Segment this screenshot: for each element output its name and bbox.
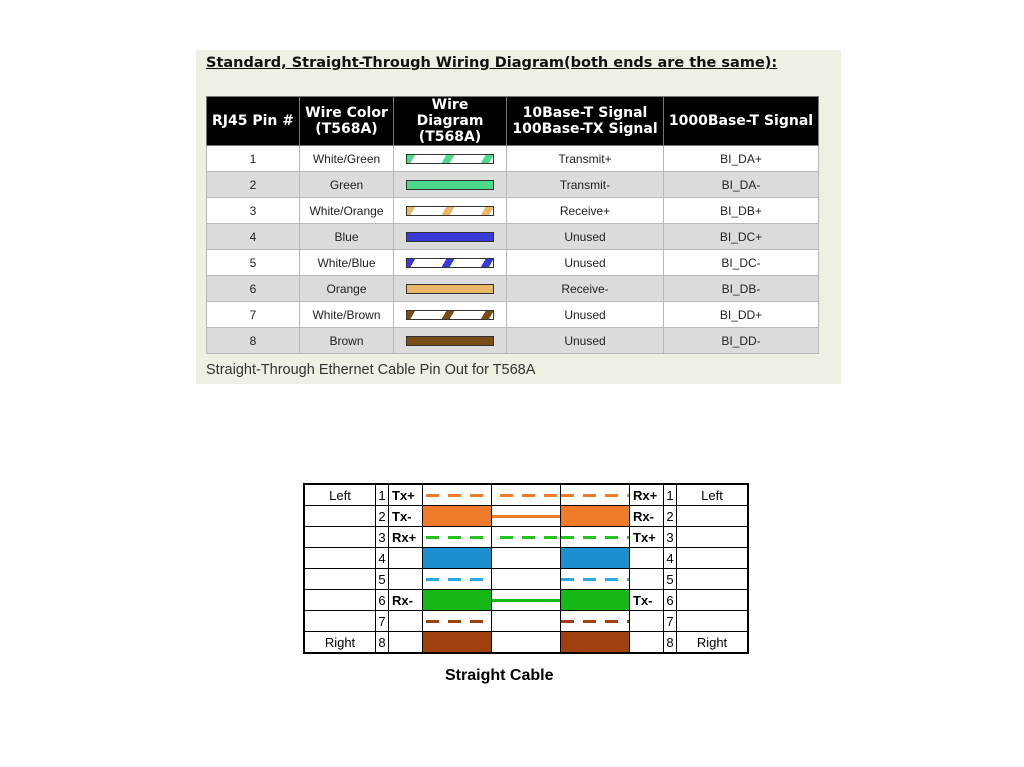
signal-10base-cell: Unused — [507, 302, 664, 328]
signal-10base-cell: Transmit+ — [507, 146, 664, 172]
pinout-row — [207, 146, 819, 172]
pin-cell: 3 — [207, 198, 300, 224]
wire-segment — [426, 578, 491, 581]
wire-segment — [492, 599, 560, 602]
right-connector-wire — [561, 548, 630, 569]
signal-1000base-cell: BI_DC- — [664, 250, 819, 276]
wire-diagram-cell — [394, 224, 507, 250]
left-connector-wire — [423, 569, 492, 590]
cable-wire — [492, 611, 561, 632]
wire-segment — [492, 515, 560, 518]
right-signal: Tx- — [630, 590, 664, 611]
left-signal — [389, 548, 423, 569]
pin-cell: 6 — [207, 276, 300, 302]
wire-diagram-cell — [394, 302, 507, 328]
cable-row — [304, 506, 748, 527]
signal-10base-cell: Unused — [507, 328, 664, 354]
wire-diagram-cell — [394, 250, 507, 276]
cable-wire — [492, 527, 561, 548]
cable-row — [304, 590, 748, 611]
header-1000base-signal: 1000Base-T Signal — [664, 97, 819, 146]
wire-color-cell: Green — [300, 172, 394, 198]
signal-10base-cell: Unused — [507, 250, 664, 276]
right-pin-number: 8 — [664, 632, 677, 654]
cable-row — [304, 569, 748, 590]
right-signal — [630, 611, 664, 632]
right-pin-number: 4 — [664, 548, 677, 569]
right-side-label — [677, 611, 749, 632]
left-side-label: Right — [304, 632, 376, 654]
left-pin-number: 4 — [376, 548, 389, 569]
left-side-label — [304, 548, 376, 569]
pinout-header-row — [207, 97, 819, 146]
signal-1000base-cell: BI_DA+ — [664, 146, 819, 172]
right-connector-wire — [561, 632, 630, 654]
right-signal — [630, 569, 664, 590]
wire-diagram-cell — [394, 198, 507, 224]
wire-segment — [561, 590, 629, 610]
signal-10base-cell: Receive- — [507, 276, 664, 302]
right-signal: Tx+ — [630, 527, 664, 548]
right-side-label: Left — [677, 484, 749, 506]
cable-wire — [492, 569, 561, 590]
signal-1000base-cell: BI_DC+ — [664, 224, 819, 250]
wire-diagram-cell — [394, 328, 507, 354]
signal-1000base-cell: BI_DB- — [664, 276, 819, 302]
cable-wire — [492, 632, 561, 654]
right-connector-wire — [561, 484, 630, 506]
pin-cell: 1 — [207, 146, 300, 172]
pinout-row — [207, 328, 819, 354]
wire-segment — [561, 548, 629, 568]
wire-segment — [561, 578, 629, 581]
left-side-label — [304, 611, 376, 632]
wire-segment — [423, 590, 491, 610]
pin-cell: 7 — [207, 302, 300, 328]
left-pin-number: 8 — [376, 632, 389, 654]
signal-1000base-cell: BI_DD+ — [664, 302, 819, 328]
right-connector-wire — [561, 569, 630, 590]
left-pin-number: 5 — [376, 569, 389, 590]
right-side-label — [677, 569, 749, 590]
right-side-label — [677, 506, 749, 527]
right-connector-wire — [561, 590, 630, 611]
wire-diagram-cell — [394, 146, 507, 172]
right-pin-number: 7 — [664, 611, 677, 632]
left-side-label: Left — [304, 484, 376, 506]
left-pin-number: 1 — [376, 484, 389, 506]
left-signal: Rx+ — [389, 527, 423, 548]
signal-1000base-cell: BI_DA- — [664, 172, 819, 198]
pinout-row — [207, 302, 819, 328]
right-pin-number: 6 — [664, 590, 677, 611]
pinout-caption: Straight-Through Ethernet Cable Pin Out for T568A — [206, 362, 536, 378]
cable-wire — [492, 484, 561, 506]
left-connector-wire — [423, 632, 492, 654]
right-pin-number: 1 — [664, 484, 677, 506]
straight-cable-diagram — [303, 483, 749, 654]
left-pin-number: 3 — [376, 527, 389, 548]
right-connector-wire — [561, 527, 630, 548]
wire-swatch — [406, 258, 494, 268]
pinout-row — [207, 172, 819, 198]
wire-segment — [561, 620, 629, 623]
pin-cell: 8 — [207, 328, 300, 354]
wire-swatch — [406, 336, 494, 346]
left-pin-number: 2 — [376, 506, 389, 527]
cable-row — [304, 611, 748, 632]
wire-segment — [423, 548, 491, 568]
wire-segment — [426, 494, 491, 497]
right-side-label: Right — [677, 632, 749, 654]
wire-color-cell: White/Green — [300, 146, 394, 172]
pinout-panel — [196, 50, 841, 384]
pinout-row — [207, 224, 819, 250]
wire-swatch — [406, 310, 494, 320]
right-connector-wire — [561, 506, 630, 527]
wire-segment — [426, 620, 491, 623]
pin-cell: 4 — [207, 224, 300, 250]
pin-cell: 2 — [207, 172, 300, 198]
right-connector-wire — [561, 611, 630, 632]
left-connector-wire — [423, 611, 492, 632]
wire-color-cell: Blue — [300, 224, 394, 250]
pin-cell: 5 — [207, 250, 300, 276]
wire-segment — [561, 632, 629, 652]
header-wire-color: Wire Color (T568A) — [300, 97, 394, 146]
signal-1000base-cell: BI_DD- — [664, 328, 819, 354]
pinout-row — [207, 198, 819, 224]
left-side-label — [304, 506, 376, 527]
cable-wire — [492, 548, 561, 569]
pinout-table — [206, 96, 819, 354]
cable-row — [304, 632, 748, 654]
left-signal — [389, 632, 423, 654]
left-signal: Tx+ — [389, 484, 423, 506]
wire-swatch — [406, 206, 494, 216]
wire-segment — [561, 506, 629, 526]
wire-segment — [423, 632, 491, 652]
left-signal: Rx- — [389, 590, 423, 611]
left-connector-wire — [423, 590, 492, 611]
left-connector-wire — [423, 527, 492, 548]
right-signal: Rx- — [630, 506, 664, 527]
right-side-label — [677, 590, 749, 611]
left-connector-wire — [423, 548, 492, 569]
left-pin-number: 6 — [376, 590, 389, 611]
cable-row — [304, 484, 748, 506]
right-pin-number: 5 — [664, 569, 677, 590]
straight-cable-caption: Straight Cable — [445, 667, 554, 684]
wire-segment — [426, 536, 491, 539]
wire-color-cell: White/Brown — [300, 302, 394, 328]
wire-segment — [423, 506, 491, 526]
signal-10base-cell: Transmit- — [507, 172, 664, 198]
left-connector-wire — [423, 484, 492, 506]
right-pin-number: 2 — [664, 506, 677, 527]
right-side-label — [677, 548, 749, 569]
pinout-row — [207, 276, 819, 302]
left-side-label — [304, 590, 376, 611]
left-connector-wire — [423, 506, 492, 527]
wire-diagram-cell — [394, 276, 507, 302]
wire-segment — [500, 494, 560, 497]
signal-1000base-cell: BI_DB+ — [664, 198, 819, 224]
cable-wire — [492, 590, 561, 611]
right-pin-number: 3 — [664, 527, 677, 548]
wire-swatch — [406, 180, 494, 190]
pinout-row — [207, 250, 819, 276]
left-side-label — [304, 527, 376, 548]
header-wire-diagram: Wire Diagram (T568A) — [394, 97, 507, 146]
wire-color-cell: White/Blue — [300, 250, 394, 276]
wire-color-cell: White/Orange — [300, 198, 394, 224]
left-signal: Tx- — [389, 506, 423, 527]
wire-color-cell: Brown — [300, 328, 394, 354]
left-pin-number: 7 — [376, 611, 389, 632]
header-10base-signal: 10Base-T Signal 100Base-TX Signal — [507, 97, 664, 146]
wire-color-cell: Orange — [300, 276, 394, 302]
signal-10base-cell: Receive+ — [507, 198, 664, 224]
right-side-label — [677, 527, 749, 548]
wire-segment — [500, 536, 560, 539]
wire-swatch — [406, 232, 494, 242]
wire-diagram-cell — [394, 172, 507, 198]
left-signal — [389, 611, 423, 632]
header-pin: RJ45 Pin # — [207, 97, 300, 146]
left-signal — [389, 569, 423, 590]
left-side-label — [304, 569, 376, 590]
cable-wire — [492, 506, 561, 527]
cable-row — [304, 548, 748, 569]
right-signal: Rx+ — [630, 484, 664, 506]
pinout-title: Standard, Straight-Through Wiring Diagram(both ends are the same): — [206, 55, 778, 71]
wire-segment — [561, 536, 629, 539]
right-signal — [630, 548, 664, 569]
right-signal — [630, 632, 664, 654]
signal-10base-cell: Unused — [507, 224, 664, 250]
wire-swatch — [406, 284, 494, 294]
wire-swatch — [406, 154, 494, 164]
wire-segment — [561, 494, 629, 497]
cable-row — [304, 527, 748, 548]
